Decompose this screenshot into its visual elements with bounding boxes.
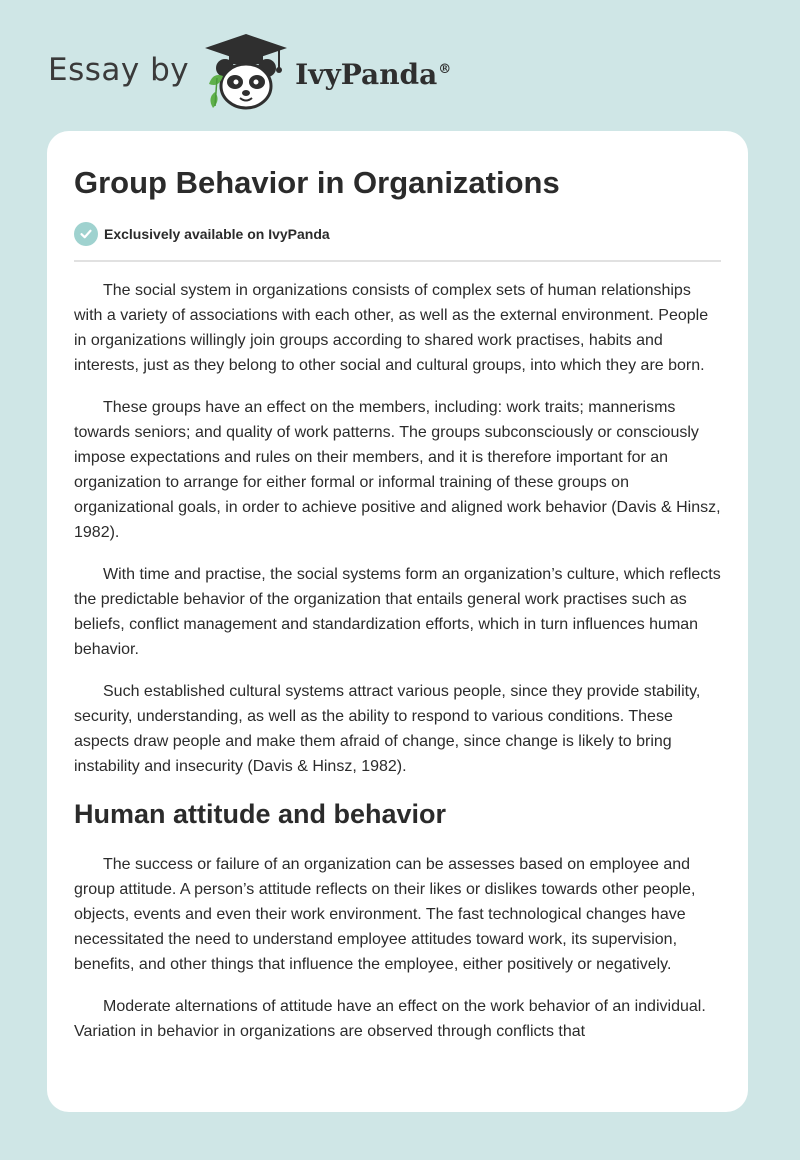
essay-body [74,278,723,1061]
body-paragraph: These groups have an effect on the members, including: work traits; mannerisms towards seniors; and quality of work patterns. The groups subconsciously or consciously impose expectations and rules on their members, and it is therefore important for an organization to arrange for either formal or informal training of these groups on organizational goals, in order to achieve positive and aligned work behavior (Davis & Hinsz, 1982). [74,399,721,541]
body-paragraph: The success or failure of an organization can be assesses based on employee and group attitude. A person’s attitude reflects on their likes or dislikes towards other people, objects, events and even their work environment. The fast technological changes have necessitated the need to understand employee attitudes toward work, its supervision, benefits, and other things that influence the employee, either positively or negatively. [74,856,696,973]
check-circle-icon [74,222,98,246]
panda-graduate-logo-icon[interactable] [203,32,289,112]
essay-title: Group Behavior in Organizations [74,165,560,200]
header-divider [74,260,721,262]
essay-card [47,131,748,1112]
exclusive-badge-text: Exclusively available on IvyPanda [104,226,330,242]
body-paragraph: Moderate alternations of attitude have an effect on the work behavior of an individual. Variation in behavior in organizations are observed through conflicts that [74,998,706,1040]
section-heading: Human attitude and behavior [74,799,447,829]
body-paragraph: The social system in organizations consists of complex sets of human relationships with a variety of associations with each other, as well as the external environment. People in organizations willingly join groups according to shared work practises, habits and interests, just as they belong to other social and cultural groups, into which they are born. [74,282,709,374]
registered-mark: ® [438,62,452,78]
site-header [48,32,451,112]
essay-by-label: Essay by [48,52,190,88]
exclusive-badge [74,222,330,246]
ivypanda-brand-name[interactable]: IvyPanda® [295,57,452,91]
body-paragraph: Such established cultural systems attract various people, since they provide stability, security, understanding, as well as the ability to respond to various conditions. These aspects draw people and make them afraid of change, since change is likely to bring instability and insecurity (Davis & Hinsz, 1982). [74,683,701,775]
body-paragraph: With time and practise, the social systems form an organization’s culture, which reflects the predictable behavior of the organization that entails general work practises such as beliefs, conflict management and standardization efforts, which in turn influences human behavior. [74,566,721,658]
